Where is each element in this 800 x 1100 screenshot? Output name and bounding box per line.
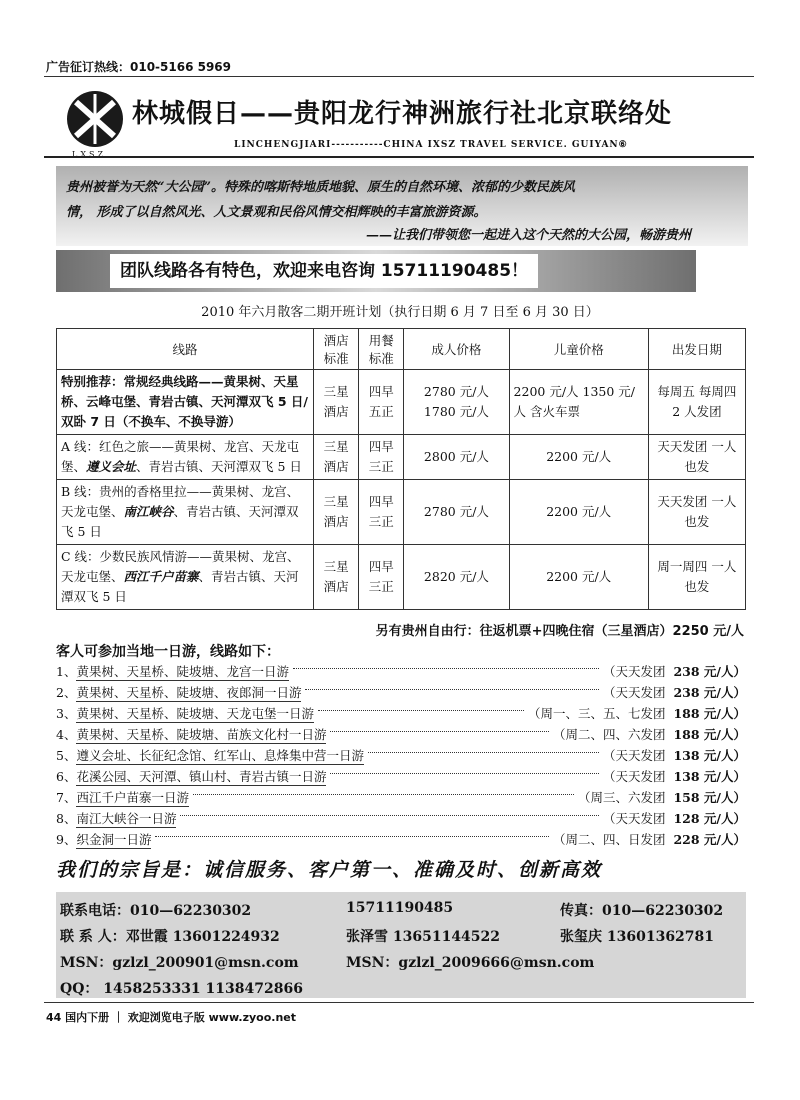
adult-price-cell: 2780 元/人 [404, 480, 509, 545]
meal-cell: 四早三正 [359, 545, 404, 610]
route-table [56, 328, 746, 610]
ad-hotline: 广告征订热线：010-5166 5969 [46, 60, 232, 74]
contact-person-2: 张泽雪 13651144522 [346, 929, 501, 945]
company-motto: 我们的宗旨是：诚信服务、客户第一、准确及时、创新高效 [56, 859, 603, 881]
contact-mobile: 15711190485 [346, 900, 454, 916]
col-child-price: 儿童价格 [509, 329, 648, 370]
hotel-cell: 三星酒店 [314, 435, 359, 480]
route-cell: A 线：红色之旅——黄果树、龙宫、天龙屯堡、遵义会址、青岩古镇、天河潭双飞 5 日 [57, 435, 314, 480]
departure-cell: 周一周四 一人也发 [648, 545, 745, 610]
meal-cell: 四早三正 [359, 435, 404, 480]
col-hotel: 酒店标准 [314, 329, 359, 370]
table-row [57, 370, 746, 435]
col-adult-price: 成人价格 [404, 329, 509, 370]
list-item: 1、 黄果树、天星桥、陡坡塘、龙宫一日游 （天天发团 238 元/人） [56, 663, 746, 679]
route-cell: B 线：贵州的香格里拉——黄果树、龙宫、天龙屯堡、南江峡谷、青岩古镇、天河潭双飞 5 日 [57, 480, 314, 545]
table-row [57, 545, 746, 610]
child-price-cell: 2200 元/人 1350 元/人 含火车票 [509, 370, 648, 435]
table-row [57, 480, 746, 545]
schedule-title: 2010 年六月散客二期开班计划（执行日期 6 月 7 日至 6 月 30 日） [201, 305, 599, 320]
footer-rule [44, 1002, 754, 1003]
contact-qq: QQ： 1458253331 1138472866 [60, 981, 303, 997]
logo-caption: LXSZ [72, 150, 107, 159]
table-header-row [57, 329, 746, 370]
departure-cell: 每周五 每周四 2 人发团 [648, 370, 745, 435]
col-route: 线路 [57, 329, 314, 370]
list-item: 8、 南江大峡谷一日游 （天天发团 128 元/人） [56, 810, 746, 826]
hotel-cell: 三星酒店 [314, 370, 359, 435]
meal-cell: 四早三正 [359, 480, 404, 545]
agency-title: 林城假日——贵阳龙行神洲旅行社北京联络处 [132, 99, 673, 129]
list-item: 6、 花溪公园、天河潭、镇山村、青岩古镇一日游 （天天发团 138 元/人） [56, 768, 746, 784]
list-item: 2、 黄果树、天星桥、陡坡塘、夜郎洞一日游 （天天发团 238 元/人） [56, 684, 746, 700]
departure-cell: 天天发团 一人也发 [648, 480, 745, 545]
col-departure: 出发日期 [648, 329, 745, 370]
intro-line-1: 贵州被誉为天然“大公园”。特殊的喀斯特地质地貌、原生的自然环境、浓郁的少数民族风 [66, 180, 575, 195]
consult-banner [56, 250, 696, 292]
child-price-cell: 2200 元/人 [509, 480, 648, 545]
child-price-cell: 2200 元/人 [509, 545, 648, 610]
consult-banner-text: 团队线路各有特色，欢迎来电咨询 15711190485！ [110, 254, 538, 288]
hotel-cell: 三星酒店 [314, 480, 359, 545]
header-rule [44, 156, 754, 158]
hotel-cell: 三星酒店 [314, 545, 359, 610]
adult-price-cell: 2780 元/人 1780 元/人 [404, 370, 509, 435]
list-item: 4、 黄果树、天星桥、陡坡塘、苗族文化村一日游 （周二、四、六发团 188 元/人） [56, 726, 746, 742]
intro-panel [56, 166, 748, 246]
free-travel-note: 另有贵州自由行：往返机票+四晚住宿（三星酒店）2250 元/人 [375, 624, 744, 639]
contact-person-1: 联 系 人：邓世霞 13601224932 [60, 929, 280, 945]
day-trips-heading: 客人可参加当地一日游，线路如下： [56, 644, 280, 660]
adult-price-cell: 2820 元/人 [404, 545, 509, 610]
list-item: 9、 织金洞一日游 （周二、四、日发团 228 元/人） [56, 831, 746, 847]
contact-phone: 联系电话：010—62230302 [60, 903, 252, 919]
intro-line-3: ——让我们带领您一起进入这个天然的大公园，畅游贵州 [366, 228, 692, 243]
route-cell: C 线：少数民族风情游——黄果树、龙宫、天龙屯堡、西江千户苗寨、青岩古镇、天河潭双飞 5 日 [57, 545, 314, 610]
list-item: 3、 黄果树、天星桥、陡坡塘、天龙屯堡一日游 （周一、三、五、七发团 188 元/人） [56, 705, 746, 721]
adult-price-cell: 2800 元/人 [404, 435, 509, 480]
list-item: 5、 遵义会址、长征纪念馆、红军山、息烽集中营一日游 （天天发团 138 元/人） [56, 747, 746, 763]
intro-line-2: 情， 形成了以自然风光、人文景观和民俗风情交相辉映的丰富旅游资源。 [66, 205, 487, 220]
child-price-cell: 2200 元/人 [509, 435, 648, 480]
contact-msn-2: MSN：gzlzl_2009666@msn.com [346, 955, 595, 971]
table-row [57, 435, 746, 480]
page-footer: 44 国内下册 ｜ 欢迎浏览电子版 www.zyoo.net [46, 1011, 297, 1024]
contact-msn-1: MSN：gzlzl_200901@msn.com [60, 955, 299, 971]
top-rule [44, 76, 754, 77]
contact-fax: 传真：010—62230302 [560, 903, 724, 919]
route-cell: 特别推荐：常规经典线路——黄果树、天星桥、云峰屯堡、青岩古镇、天河潭双飞 5 日/双卧 7 日（不换车、不换导游） [57, 370, 314, 435]
departure-cell: 天天发团 一人也发 [648, 435, 745, 480]
contact-panel [56, 892, 746, 998]
meal-cell: 四早五正 [359, 370, 404, 435]
agency-logo-icon [64, 88, 126, 150]
list-item: 7、 西江千户苗寨一日游 （周三、六发团 158 元/人） [56, 789, 746, 805]
agency-subtitle: LINCHENGJIARI-----------CHINA IXSZ TRAVEL SERVICE. GUIYAN⑥ [234, 140, 628, 150]
col-meal: 用餐标准 [359, 329, 404, 370]
contact-person-3: 张玺庆 13601362781 [560, 929, 715, 945]
